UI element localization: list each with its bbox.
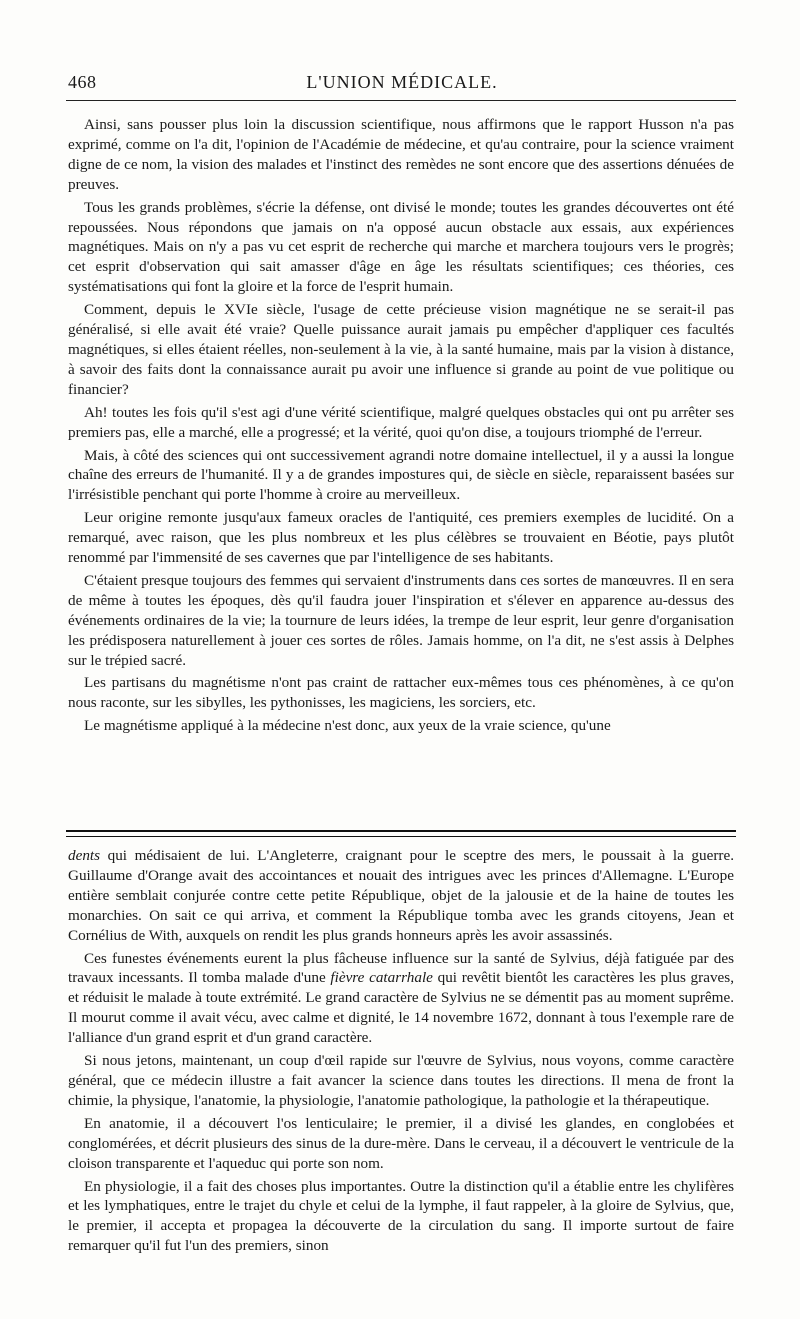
paragraph: Comment, depuis le XVIe siècle, l'usage de cette précieuse vision magnétique ne se serait-il pas généralisé, si elle avait été vraie? Quelle puissance aurait jamais pu empêcher d'appliquer ces facultés magnétiques, si elles étaient réelles, non-seulement à la vie, à la santé humaine, mais par la vision à distance, à savoir des faits dont la connaissance aurait pu avoir une influence si grande au point de vue politique ou financier? <box>68 301 734 398</box>
paragraph <box>68 846 734 946</box>
paragraph: En physiologie, il a fait des choses plus importantes. Outre la distinction qu'il a établie entre les chylifères et les lymphatiques, entre le trajet du chyle et celui de la lymphe, il faut rappeler, à la gloire de Sylvius, que, le premier, il accepta et propagea la découverte de la circulation du sang. Il importe surtout de faire remarquer qu'il fut l'un des premiers, sinon <box>68 1177 734 1255</box>
paragraph: Les partisans du magnétisme n'ont pas craint de rattacher eux-mêmes tous ces phénomènes, à ce qu'on nous raconte, sur les sibylles, les pythonisses, les magiciens, les sorciers, etc. <box>68 674 734 712</box>
paragraph: Mais, à côté des sciences qui ont successivement agrandi notre domaine intellectuel, il y a aussi la longue chaîne des erreurs de l'humanité. Il y a de grandes impostures qui, de siècle en siècle, reparaissent basées sur l'irrésistible penchant qui porte l'homme à croire au merveilleux. <box>68 446 734 504</box>
paragraph: Ainsi, sans pousser plus loin la discussion scientifique, nous affirmons que le rapport Husson n'a pas exprimé, comme on l'a dit, l'opinion de l'Académie de médecine, et qu'au contraire, pour la science vraiment digne de ce nom, la vision des malades et l'instinct des remèdes ne sont encore que des assertions dénuées de preuves. <box>68 116 734 193</box>
paragraph-text: Ces funestes événements eurent la plus fâcheuse influence sur la santé de Sylvius, déjà fatiguée par des travaux incessants. Il tomba malade d'une <box>68 949 734 987</box>
section-divider-thick <box>66 830 736 832</box>
paragraph: C'étaient presque toujours des femmes qui servaient d'instruments dans ces sortes de manœuvres. Il en sera de même à toutes les époques, dès qu'il faudra jouer l'inspiration et s'élever en apparence au-dessus des événements ordinaires de la vie; la tournure de leurs idées, la trempe de leur esprit, leur genre d'organisation les prédisposera naturellement à jouer ces sortes de rôles. Jamais homme, on l'a dit, ne s'est assis à Delphes sur le trépied sacré. <box>68 571 734 669</box>
journal-title: L'UNION MÉDICALE. <box>306 72 498 92</box>
paragraph-text: qui revêtit bientôt les caractères les plus graves, et réduisit le malade à toute extrémité. Le grand caractère de Sylvius ne se démentit pas au moment suprême. Il mourut comme il avait vécu, avec calme et dignité, le 14 novembre 1672, donnant à tous l'exemple rare de l'alliance d'un grand esprit et d'un grand caractère. <box>68 969 734 1047</box>
paragraph: En anatomie, il a découvert l'os lenticulaire; le premier, il a divisé les glandes, en conglobées et conglomérées, et décrit plusieurs des sinus de la dure-mère. Dans le cerveau, il a découvert le ventricule de la cloison transparente et l'aqueduc qui porte son nom. <box>68 1114 734 1172</box>
page-header <box>68 72 736 100</box>
header-rule <box>66 100 736 101</box>
italic-phrase: fièvre catarrhale <box>330 969 433 987</box>
paragraph: Leur origine remonte jusqu'aux fameux oracles de l'antiquité, ces premiers exemples de lucidité. On a remarqué, avec raison, que les plus nombreux et les plus célèbres se trouvaient en Béotie, pays plutôt renommé par l'immensité de ses cavernes que par l'intelligence de ses habitants. <box>68 509 734 567</box>
italic-word: dents <box>68 847 101 864</box>
paragraph <box>68 949 734 1049</box>
page-number: 468 <box>68 72 97 92</box>
paragraph: Le magnétisme appliqué à la médecine n'est donc, aux yeux de la vraie science, qu'une <box>84 717 611 735</box>
paragraph: Ah! toutes les fois qu'il s'est agi d'une vérité scientifique, malgré quelques obstacles qui ont pu arrêter ses premiers pas, elle a marché, elle a progressé; et la vérité, quoi qu'on dise, a toujours triomphé de l'erreur. <box>68 403 734 441</box>
section-divider-thin <box>66 836 736 837</box>
lower-text-column <box>68 846 734 1259</box>
upper-text-column <box>68 115 734 739</box>
paragraph: Si nous jetons, maintenant, un coup d'œil rapide sur l'œuvre de Sylvius, nous voyons, comme caractère général, que ce médecin illustre a fait avancer la science dans toutes les directions. Il mena de front la chimie, la physique, l'anatomie, la physiologie, l'anatomie pathologique, la pathologie et la thérapeutique. <box>68 1052 734 1109</box>
paragraph-text: qui médisaient de lui. L'Angleterre, craignant pour le sceptre des mers, le poussait à la guerre. Guillaume d'Orange avait des accointances et nouait des intrigues avec les princes d'Allemagne. L'Europe entière semblait conjurée contre cette petite République, objet de la jalousie et de la haine de toutes les monarchies. On sait ce qui arriva, et comment la République tomba avec les grands citoyens, Jean et Cornélius de With, auxquels on rendit les plus grands honneurs après les avoir assassinés. <box>68 847 734 944</box>
paragraph: Tous les grands problèmes, s'écrie la défense, ont divisé le monde; toutes les grandes découvertes ont été repoussées. Nous répondons que jamais on n'a opposé aucun obstacle aux essais, aux expériences magnétiques. Mais on n'y a pas vu cet esprit de recherche qui marche et marchera toujours vers le progrès; cet esprit d'observation qui sait amasser d'âge en âge les résultats scientifiques; ces théories, ces systématisations qui font la gloire et la force de l'esprit humain. <box>68 198 734 296</box>
